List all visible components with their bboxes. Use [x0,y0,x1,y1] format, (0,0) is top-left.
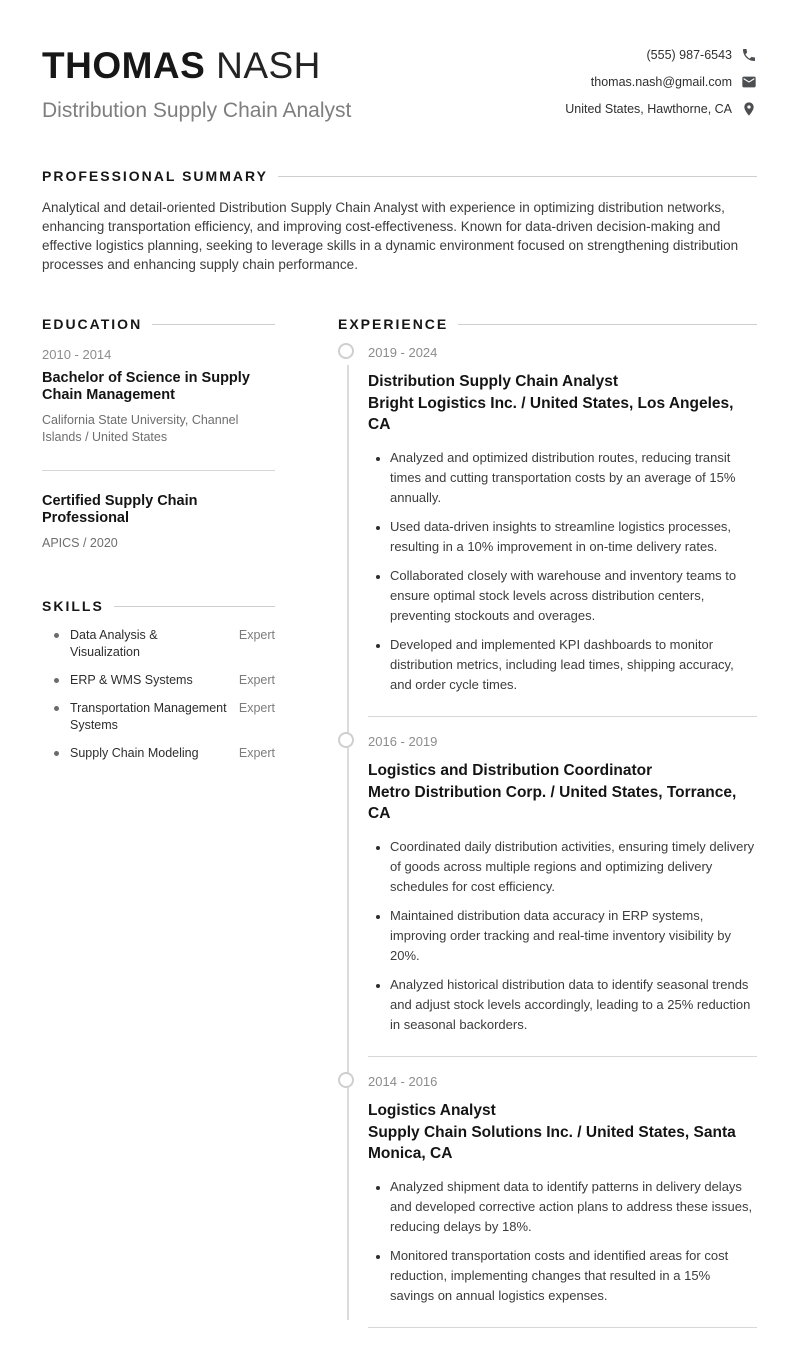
heading-rule [114,606,275,607]
bullet-dot-icon [54,706,59,711]
email-address: thomas.nash@gmail.com [590,75,732,89]
bullet-dot-icon [54,633,59,638]
skill-level: Expert [238,673,275,687]
skill-name: ERP & WMS Systems [70,673,193,687]
location-pin-icon [741,101,757,117]
skills-heading-text: SKILLS [42,598,104,614]
skill-name: Transportation Management Systems [70,701,227,732]
experience-entry [338,734,757,1035]
skills-list [42,627,275,762]
experience-dates: 2019 - 2024 [368,345,438,360]
experience-section [338,316,757,1345]
skill-item [42,700,275,734]
experience-heading [338,316,757,332]
contact-phone-row [647,47,757,63]
experience-bullet: • Monitored transportation costs and identified areas for cost reduction, implementing changes that resulted in a 15% savings on annual logistics expenses. [390,1246,757,1306]
education-section [42,316,275,552]
experience-bullet: • Used data-driven insights to streamline logistics processes, resulting in a 10% improvement in on-time delivery rates. [390,517,757,557]
certification-title: Certified Supply Chain Professional [42,493,198,526]
person-name [42,46,351,86]
experience-job-title: Logistics and Distribution Coordinator [368,762,653,779]
contact-info [565,46,757,117]
location-text: United States, Hawthorne, CA [565,102,732,116]
experience-dates: 2014 - 2016 [368,1074,438,1089]
phone-number: (555) 987-6543 [646,48,732,62]
experience-bullet: • Analyzed shipment data to identify patterns in delivery delays and developed corrective action plans to address these issues, reducing delays by 18%. [390,1177,757,1237]
summary-section [42,168,757,274]
summary-paragraph: Analytical and detail-oriented Distribution Supply Chain Analyst with experience in optimizing distribution networks, enhancing transportation efficiency, and improving cost-effectiveness. Known for data-driven decision-making and effective logistics planning, seeking to leverage skills in a dynamic environment focused on strengthening distribution processes and enhancing supply chain performance. [42,200,739,272]
skill-item [42,672,275,689]
skill-item [42,627,275,661]
skill-name: Data Analysis & Visualization [70,628,158,659]
experience-bullet: • Developed and implemented KPI dashboards to monitor distribution metrics, including lead times, shipping accuracy, and order cycle times. [390,635,757,695]
experience-entry [338,345,757,695]
phone-icon [741,47,757,63]
certification-issuer: APICS / 2020 [42,536,118,550]
experience-job-title: Logistics Analyst [368,1102,496,1119]
left-column [42,316,275,1345]
experience-bullet-list [368,837,757,1035]
education-degree: Bachelor of Science in Supply Chain Management [42,370,250,403]
experience-bullet: • Analyzed and optimized distribution routes, reducing transit times and cutting transportation costs by an average of 15% annually. [390,448,757,508]
header [42,46,757,123]
experience-company: Metro Distribution Corp. / United States, Torrance, CA [368,784,737,822]
education-heading-text: EDUCATION [42,316,143,332]
experience-divider [368,1056,757,1057]
education-heading [42,316,275,332]
skill-item [42,745,275,762]
skill-name: Supply Chain Modeling [70,746,199,760]
education-divider [42,470,275,471]
experience-bullet: • Analyzed historical distribution data to identify seasonal trends and adjust stock levels accordingly, leading to a 25% reduction in seasonal backorders. [390,975,757,1035]
experience-entry [338,1074,757,1306]
identity-block [42,46,351,123]
skill-level: Expert [238,628,275,642]
timeline-dot-icon [338,343,354,359]
experience-bullet: • Coordinated daily distribution activities, ensuring timely delivery of goods across multiple regions and optimizing delivery schedules for cost efficiency. [390,837,757,897]
first-name: THOMAS [42,45,206,86]
experience-bullet: • Collaborated closely with warehouse and inventory teams to ensure optimal stock levels across distribution centers, preventing stockouts and overages. [390,566,757,626]
contact-email-row [591,74,757,90]
experience-company: Bright Logistics Inc. / United States, Los Angeles, CA [368,395,734,433]
job-title-subtitle: Distribution Supply Chain Analyst [42,99,352,122]
education-entry [42,493,275,552]
body-columns [42,316,757,1345]
experience-heading-text: EXPERIENCE [338,316,449,332]
experience-bullet-list [368,448,757,695]
skill-level: Expert [238,701,275,715]
experience-company: Supply Chain Solutions Inc. / United States, Santa Monica, CA [368,1124,736,1162]
education-institution: California State University, Channel Islands / United States [42,413,239,444]
summary-heading [42,168,757,184]
heading-rule [152,324,275,325]
heading-rule [278,176,757,177]
heading-rule [458,324,757,325]
education-entry [42,347,275,446]
bullet-dot-icon [54,751,59,756]
timeline-dot-icon [338,732,354,748]
education-dates: 2010 - 2014 [42,347,112,362]
bullet-dot-icon [54,678,59,683]
experience-divider [368,1327,757,1328]
experience-divider [368,716,757,717]
experience-timeline [338,345,757,1328]
contact-location-row [565,101,757,117]
experience-bullet-list [368,1177,757,1306]
skills-section [42,598,275,762]
experience-dates: 2016 - 2019 [368,734,438,749]
experience-job-title: Distribution Supply Chain Analyst [368,373,619,390]
experience-bullet: • Maintained distribution data accuracy in ERP systems, improving order tracking and real-time inventory visibility by 20%. [390,906,757,966]
timeline-dot-icon [338,1072,354,1088]
envelope-icon [741,74,757,90]
summary-heading-text: PROFESSIONAL SUMMARY [42,168,268,184]
last-name: NASH [216,45,321,86]
skills-heading [42,598,275,614]
skill-level: Expert [238,746,275,760]
